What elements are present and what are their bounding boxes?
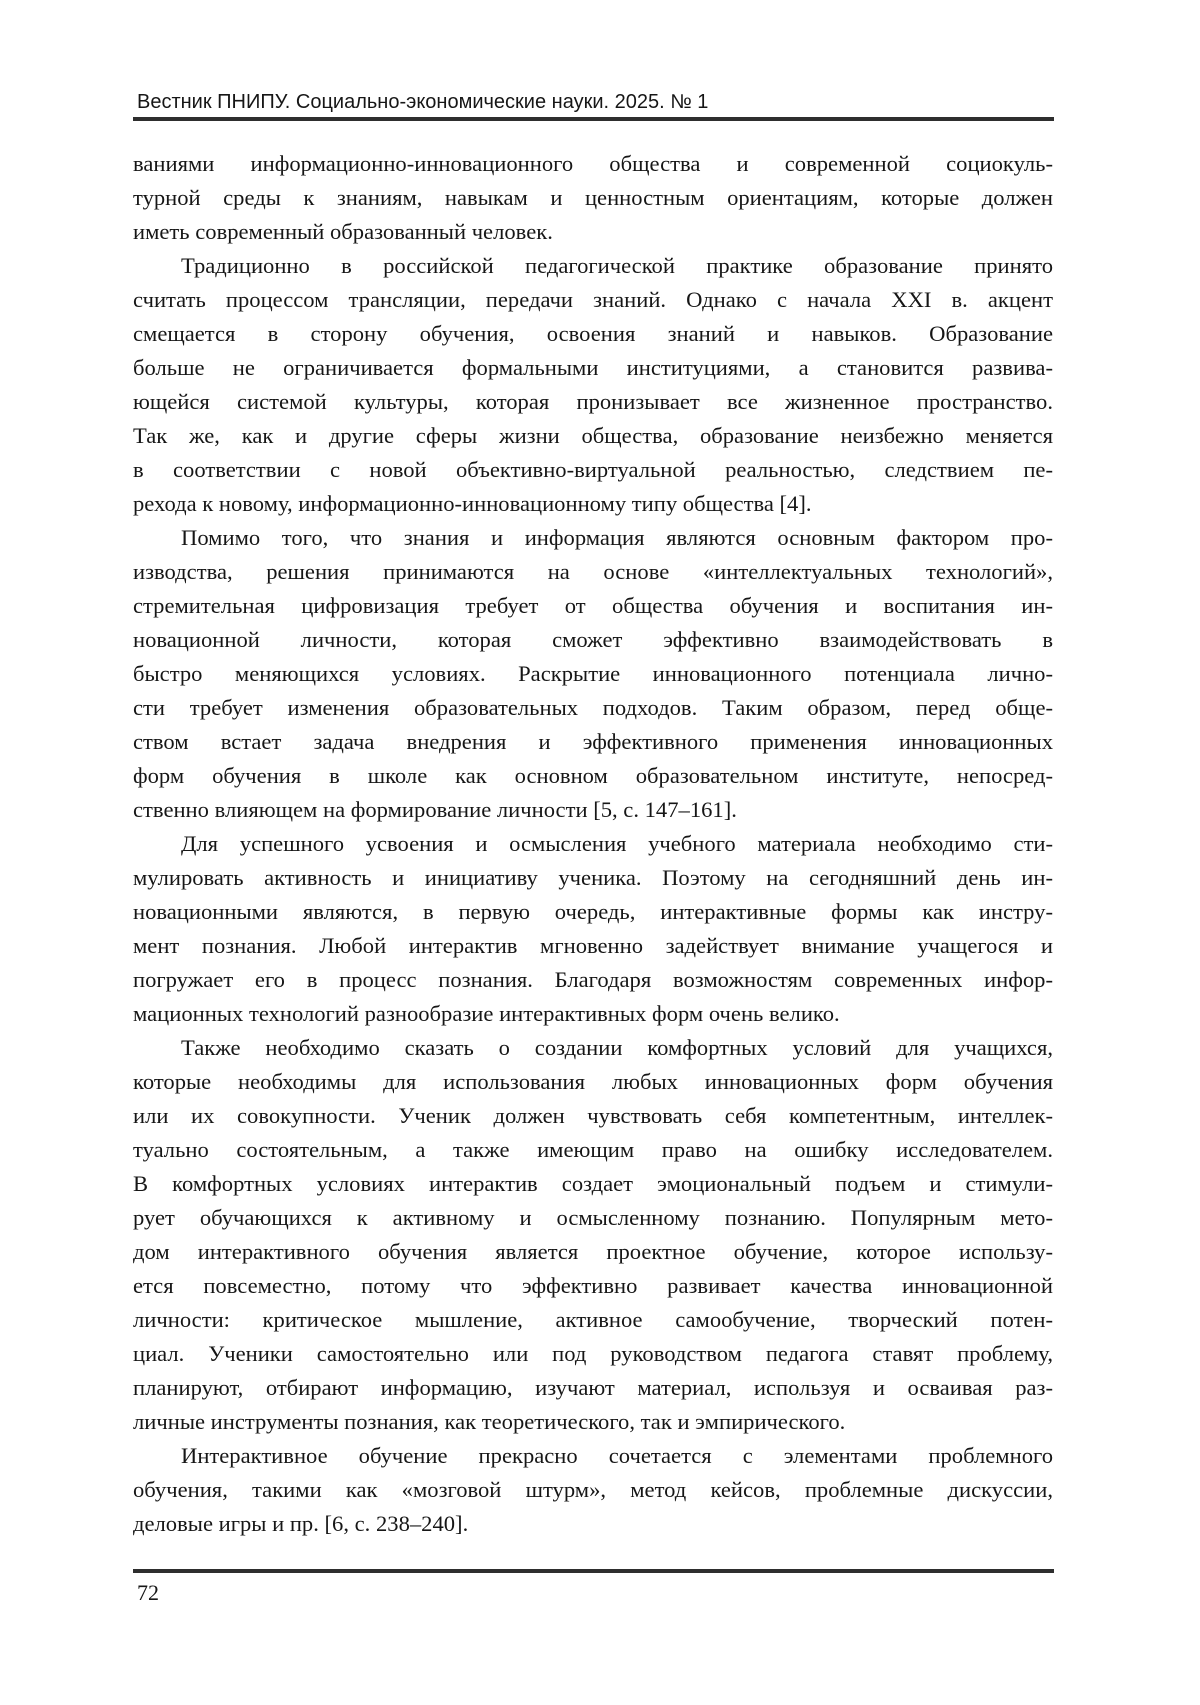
text-line: больше не ограничивается формальными институциями, а становится развива- bbox=[133, 355, 1053, 380]
text-line: деловые игры и пр. [6, с. 238–240]. bbox=[133, 1511, 469, 1536]
text-line: дом интерактивного обучения является проектное обучение, которое использу- bbox=[133, 1239, 1053, 1264]
text-line: быстро меняющихся условиях. Раскрытие инновационного потенциала лично- bbox=[133, 661, 1053, 686]
text-line: мулировать активность и инициативу ученика. Поэтому на сегодняшний день ин- bbox=[133, 865, 1053, 890]
text-line: смещается в сторону обучения, освоения знаний и навыков. Образование bbox=[133, 321, 1053, 346]
text-line: которые необходимы для использования любых инновационных форм обучения bbox=[133, 1069, 1053, 1094]
text-line: иметь современный образованный человек. bbox=[133, 219, 553, 244]
text-line: новационной личности, которая сможет эффективно взаимодействовать в bbox=[133, 627, 1053, 652]
text-line: Также необходимо сказать о создании комфортных условий для учащихся, bbox=[181, 1035, 1053, 1060]
text-line: туально состоятельным, а также имеющим право на ошибку исследователем. bbox=[133, 1137, 1053, 1162]
text-line: сти требует изменения образовательных подходов. Таким образом, перед обще- bbox=[133, 695, 1053, 720]
paragraph bbox=[133, 1031, 1053, 1439]
text-line: в соответствии с новой объективно-виртуальной реальностью, следствием пе- bbox=[133, 457, 1053, 482]
running-head: Вестник ПНИПУ. Социально-экономические науки. 2025. № 1 bbox=[137, 91, 709, 113]
paragraph bbox=[133, 249, 1053, 521]
text-line: мент познания. Любой интерактив мгновенно задействует внимание учащегося и bbox=[133, 933, 1053, 958]
text-line: Традиционно в российской педагогической практике образование принято bbox=[181, 253, 1053, 278]
text-line: ственно влияющем на формирование личности [5, с. 147–161]. bbox=[133, 797, 737, 822]
footer-rule bbox=[133, 1569, 1054, 1573]
text-line: рехода к новому, информационно-инновационному типу общества [4]. bbox=[133, 491, 812, 516]
page-number: 72 bbox=[137, 1580, 159, 1605]
text-line: или их совокупности. Ученик должен чувствовать себя компетентным, интеллек- bbox=[133, 1103, 1053, 1128]
text-line: обучения, такими как «мозговой штурм», метод кейсов, проблемные дискуссии, bbox=[133, 1477, 1053, 1502]
text-line: В комфортных условиях интерактив создает эмоциональный подъем и стимули- bbox=[133, 1171, 1053, 1196]
text-line: Помимо того, что знания и информация являются основным фактором про- bbox=[181, 525, 1053, 550]
text-line: стремительная цифровизация требует от общества обучения и воспитания ин- bbox=[133, 593, 1053, 618]
text-line: новационными являются, в первую очередь, интерактивные формы как инстру- bbox=[133, 899, 1053, 924]
text-line: личности: критическое мышление, активное самообучение, творческий потен- bbox=[133, 1307, 1053, 1332]
text-line: Для успешного усвоения и осмысления учебного материала необходимо сти- bbox=[181, 831, 1053, 856]
text-line: мационных технологий разнообразие интерактивных форм очень велико. bbox=[133, 1001, 840, 1026]
text-line: личные инструменты познания, как теоретического, так и эмпирического. bbox=[133, 1409, 846, 1434]
paragraph bbox=[133, 147, 1053, 249]
text-line: Так же, как и другие сферы жизни общества, образование неизбежно меняется bbox=[133, 423, 1053, 448]
text-line: ваниями информационно-инновационного общества и современной социокуль- bbox=[133, 151, 1053, 176]
text-line: ется повсеместно, потому что эффективно развивает качества инновационной bbox=[133, 1273, 1053, 1298]
body-text bbox=[133, 147, 1053, 1541]
paragraph bbox=[133, 1439, 1053, 1541]
text-line: циал. Ученики самостоятельно или под руководством педагога ставят проблему, bbox=[133, 1341, 1053, 1366]
text-line: ством встает задача внедрения и эффективного применения инновационных bbox=[133, 729, 1053, 754]
text-line: Интерактивное обучение прекрасно сочетается с элементами проблемного bbox=[181, 1443, 1053, 1468]
text-line: планируют, отбирают информацию, изучают материал, используя и осваивая раз- bbox=[133, 1375, 1053, 1400]
text-line: рует обучающихся к активному и осмысленному познанию. Популярным мето- bbox=[133, 1205, 1053, 1230]
text-line: погружает его в процесс познания. Благодаря возможностям современных инфор- bbox=[133, 967, 1053, 992]
text-line: изводства, решения принимаются на основе «интеллектуальных технологий», bbox=[133, 559, 1053, 584]
text-line: форм обучения в школе как основном образовательном институте, непосред- bbox=[133, 763, 1053, 788]
text-line: считать процессом трансляции, передачи знаний. Однако с начала XXI в. акцент bbox=[133, 287, 1053, 312]
paragraph bbox=[133, 827, 1053, 1031]
header-rule bbox=[133, 117, 1054, 121]
text-line: турной среды к знаниям, навыкам и ценностным ориентациям, которые должен bbox=[133, 185, 1053, 210]
paragraph bbox=[133, 521, 1053, 827]
text-line: ющейся системой культуры, которая пронизывает все жизненное пространство. bbox=[133, 389, 1053, 414]
